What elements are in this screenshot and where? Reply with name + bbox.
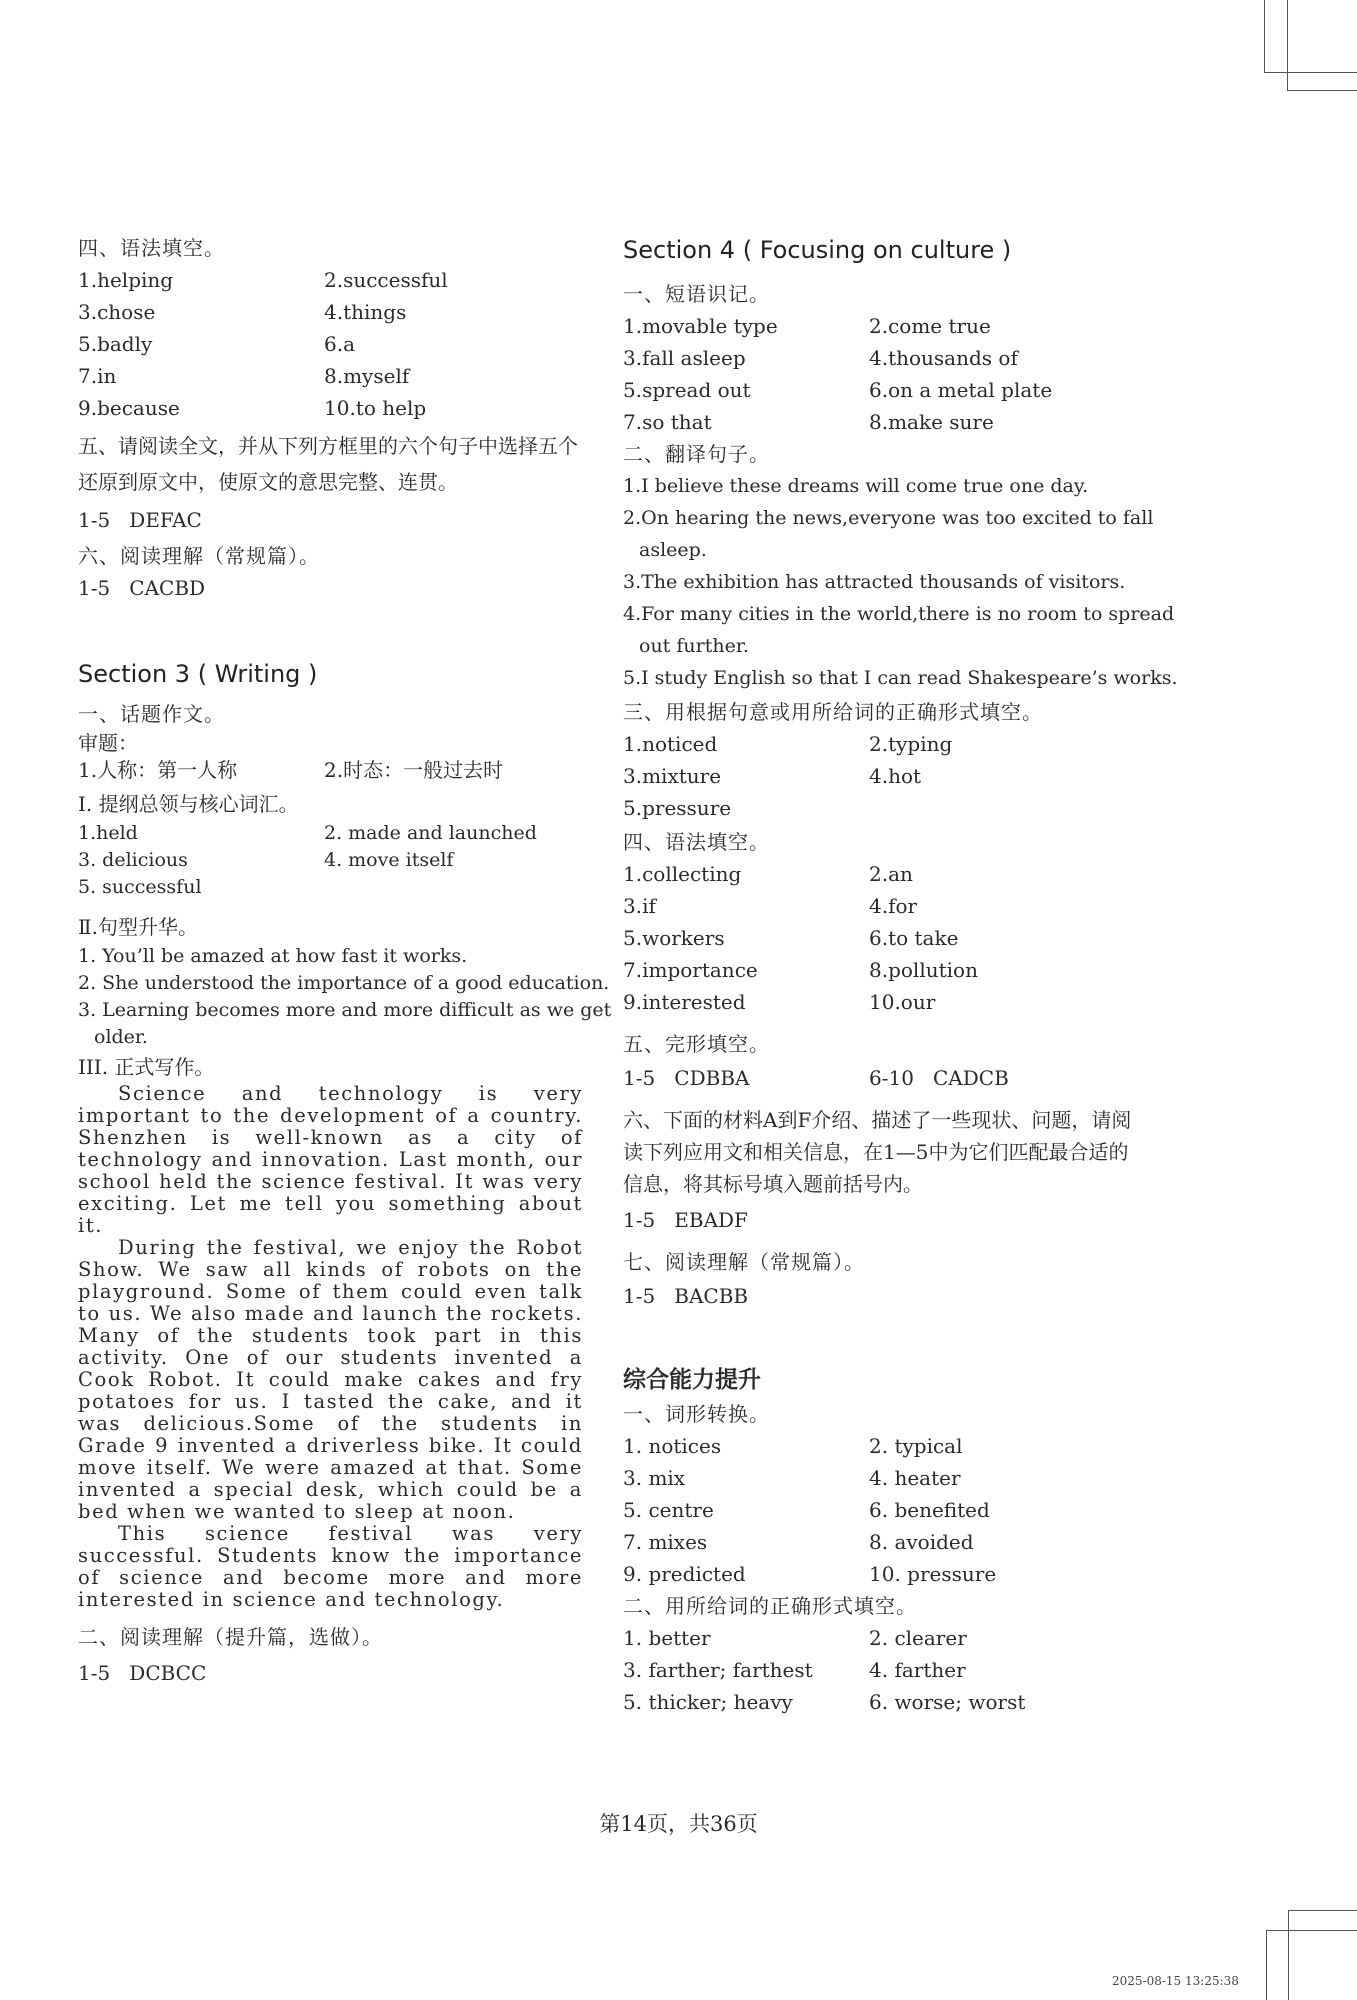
translate-line: 2.On hearing the news,everyone was too excited to fall — [623, 507, 1154, 529]
answer-item: 5.workers — [623, 926, 725, 950]
answer-item: 7. mixes — [623, 1530, 708, 1554]
grammar-row — [78, 360, 583, 392]
crop-mark-bot-h — [1266, 1930, 1357, 1931]
essay — [78, 1083, 583, 1611]
timestamp: 2025-08-15 13:25:38 — [1112, 1974, 1239, 1988]
writing-title: III. 正式写作。 — [78, 1055, 215, 1079]
section3-title: Section 3 ( Writing ) — [78, 660, 318, 688]
answer-item: 9.because — [78, 396, 180, 420]
grammar2-heading: 四、语法填空。 — [623, 830, 770, 854]
answer-item: 6. worse; worst — [869, 1690, 1026, 1714]
answer-item: 2.successful — [324, 268, 448, 292]
answer-item: 4.things — [324, 300, 407, 324]
crop-mark-bot-v — [1266, 1930, 1267, 2000]
topic-essay-heading: 一、话题作文。 — [78, 702, 225, 726]
answer-item: 2. clearer — [869, 1626, 967, 1650]
section6-answer: 1-5 CACBD — [78, 576, 206, 600]
answer-item: 7.in — [78, 364, 117, 388]
grammar-row — [78, 392, 583, 424]
answer-item: 5. centre — [623, 1498, 714, 1522]
fill-row — [623, 728, 1143, 760]
answer-item: 1. notices — [623, 1434, 722, 1458]
answer-item: 5.pressure — [623, 796, 732, 820]
phrase-heading: 一、短语识记。 — [623, 282, 770, 306]
outline-row — [78, 874, 583, 901]
essay-paragraph: During the festival, we enjoy the Robot Show. We saw all kinds of robots on the playground. Some of them could even talk to us. We also made and launch the rockets. Many of the students took part in this activity. One of our students invented a Cook Robot. It could make cakes and fry potatoes for us. I tasted the cake, and it was delicious.Some of the students in Grade 9 invented a driverless bike. It could move itself. We were amazed at that. Some invented a special desk, which could be a bed when we wanted to sleep at noon. — [78, 1236, 583, 1523]
answer-item: 3.fall asleep — [623, 346, 746, 370]
answer-item: 8.pollution — [869, 958, 978, 982]
grammar-row — [78, 264, 583, 296]
outline-item: 3. delicious — [78, 849, 188, 871]
answer-item: 4. heater — [869, 1466, 961, 1490]
correct-form-heading: 二、用所给词的正确形式填空。 — [623, 1594, 917, 1618]
crop-mark-top-v — [1264, 0, 1265, 72]
answer-item: 1. better — [623, 1626, 711, 1650]
answer-item: 4.for — [869, 894, 918, 918]
wordform-row — [623, 1462, 1143, 1494]
grammar2-row — [623, 890, 1143, 922]
outline-item: 2. made and launched — [324, 822, 537, 844]
crop-mark-top-h2 — [1287, 90, 1357, 91]
answer-item: 9. predicted — [623, 1562, 746, 1586]
answer-item: 8.make sure — [869, 410, 994, 434]
grammar2-row — [623, 986, 1143, 1018]
outline-item: 4. move itself — [324, 849, 454, 871]
outline-item: 1.held — [78, 822, 138, 844]
outline-item: 5. successful — [78, 876, 202, 898]
reading2-answer: 1-5 BACBB — [623, 1284, 749, 1308]
advanced-title: 综合能力提升 — [623, 1367, 761, 1393]
answer-item: 2.typing — [869, 732, 953, 756]
answer-item: 1.collecting — [623, 862, 742, 886]
section6-heading: 六、阅读理解（常规篇）。 — [78, 544, 320, 568]
sentence-line: 3. Learning becomes more and more difficult as we get — [78, 999, 612, 1021]
matching-answer: 1-5 EBADF — [623, 1208, 748, 1232]
grammar2-row — [623, 954, 1143, 986]
answer-item: 3. mix — [623, 1466, 686, 1490]
answer-item: 10. pressure — [869, 1562, 997, 1586]
answer-item: 4. farther — [869, 1658, 966, 1682]
answer-item: 3. farther; farthest — [623, 1658, 813, 1682]
answer-item: 6-10 CADCB — [869, 1066, 1009, 1090]
outline-row — [78, 820, 583, 847]
answer-item: 1-5 CDBBA — [623, 1066, 750, 1090]
answer-item: 3.chose — [78, 300, 156, 324]
answer-item: 6.on a metal plate — [869, 378, 1053, 402]
review-row — [78, 757, 583, 784]
answer-item: 5.spread out — [623, 378, 751, 402]
outline-row — [78, 847, 583, 874]
crop-mark-top-v2 — [1287, 0, 1288, 90]
wordform-row — [623, 1430, 1143, 1462]
answer-item: 9.interested — [623, 990, 746, 1014]
answer-item: 5.badly — [78, 332, 153, 356]
answer-item: 4.thousands of — [869, 346, 1018, 370]
answer-item: 7.so that — [623, 410, 712, 434]
translate-heading: 二、翻译句子。 — [623, 442, 770, 466]
answer-item: 2.an — [869, 862, 913, 886]
phrase-row — [623, 342, 1143, 374]
answer-item: 10.our — [869, 990, 936, 1014]
page-number: 第14页，共36页 — [599, 1812, 758, 1836]
answer-item: 6.to take — [869, 926, 959, 950]
sentence-line: 1. You’ll be amazed at how fast it works. — [78, 945, 468, 967]
wordform-row — [623, 1494, 1143, 1526]
phrase-row — [623, 310, 1143, 342]
extended-reading-answer: 1-5 DCBCC — [78, 1661, 207, 1685]
review-label: 审题： — [78, 731, 138, 755]
correct-form-row — [623, 1622, 1143, 1654]
correct-form-row — [623, 1654, 1143, 1686]
answer-item: 4.hot — [869, 764, 922, 788]
section5-answer: 1-5 DEFAC — [78, 508, 202, 532]
fill-row — [623, 760, 1143, 792]
cloze-answer — [623, 1062, 1143, 1094]
answer-item: 1.helping — [78, 268, 174, 292]
wordform-row — [623, 1526, 1143, 1558]
answer-item: 10.to help — [324, 396, 427, 420]
fill-row — [623, 792, 1143, 824]
grammar-heading: 四、语法填空。 — [78, 236, 225, 260]
answer-item: 5. thicker; heavy — [623, 1690, 793, 1714]
translate-line: 4.For many cities in the world,there is no room to spread — [623, 603, 1175, 625]
answer-item: 7.importance — [623, 958, 758, 982]
translate-line: asleep. — [639, 539, 707, 561]
answer-item: 8. avoided — [869, 1530, 974, 1554]
review-item: 1.人称：第一人称 — [78, 758, 238, 782]
phrase-row — [623, 374, 1143, 406]
matching-heading: 六、下面的材料A到F介绍、描述了一些现状、问题，请阅读下列应用文和相关信息，在1—5中为它们匹配最合适的信息，将其标号填入题前括号内。 — [623, 1108, 1132, 1196]
grammar-row — [78, 296, 583, 328]
sentence-line: older. — [94, 1026, 148, 1048]
grammar2-row — [623, 858, 1143, 890]
outline-title: Ⅰ. 提纲总领与核心词汇。 — [78, 792, 299, 816]
translate-line: 3.The exhibition has attracted thousands of visitors. — [623, 571, 1126, 593]
translate-line: 5.I study English so that I can read Shakespeare’s works. — [623, 667, 1178, 689]
essay-paragraph: This science festival was very successful. Students know the importance of science and become more and more interested in science and technology. — [78, 1522, 583, 1611]
sentence-line: 2. She understood the importance of a good education. — [78, 972, 610, 994]
translate-line: out further. — [639, 635, 749, 657]
answer-item: 2.come true — [869, 314, 991, 338]
grammar2-row — [623, 922, 1143, 954]
extended-reading-heading: 二、阅读理解（提升篇，选做）。 — [78, 1625, 383, 1649]
answer-item: 3.if — [623, 894, 656, 918]
translate-line: 1.I believe these dreams will come true one day. — [623, 475, 1089, 497]
answer-item: 1.noticed — [623, 732, 718, 756]
correct-form-row — [623, 1686, 1143, 1718]
crop-mark-bot-h2 — [1288, 1910, 1357, 1911]
answer-item: 8.myself — [324, 364, 410, 388]
answer-item: 1.movable type — [623, 314, 778, 338]
left-column — [78, 232, 612, 1689]
reading2-heading: 七、阅读理解（常规篇）。 — [623, 1250, 865, 1274]
wordform-row — [623, 1558, 1143, 1590]
review-item: 2.时态：一般过去时 — [324, 758, 504, 782]
sentence-title: Ⅱ.句型升华。 — [78, 915, 198, 939]
phrase-row — [623, 406, 1143, 438]
grammar-row — [78, 328, 583, 360]
cloze-heading: 五、完形填空。 — [623, 1032, 770, 1056]
answer-item: 3.mixture — [623, 764, 722, 788]
section5-heading: 五、请阅读全文，并从下列方框里的六个句子中选择五个还原到原文中，使原文的意思完整、连贯。 — [78, 434, 578, 494]
crop-mark-top-h — [1264, 72, 1357, 73]
essay-paragraph: Science and technology is very important to the development of a country. Shenzhen is well-known as a city of technology and innovation. Last month, our school held the science festival. It was very exciting. Let me tell you something about it. — [78, 1082, 583, 1237]
crop-mark-bot-v2 — [1288, 1910, 1289, 2000]
answer-item: 6. benefited — [869, 1498, 990, 1522]
fill-heading: 三、用根据句意或用所给词的正确形式填空。 — [623, 700, 1043, 724]
section4-title: Section 4 ( Focusing on culture ) — [623, 236, 1012, 264]
wordform-heading: 一、词形转换。 — [623, 1402, 770, 1426]
right-column — [623, 232, 1178, 1718]
answer-item: 6.a — [324, 332, 356, 356]
answer-item: 2. typical — [869, 1434, 963, 1458]
